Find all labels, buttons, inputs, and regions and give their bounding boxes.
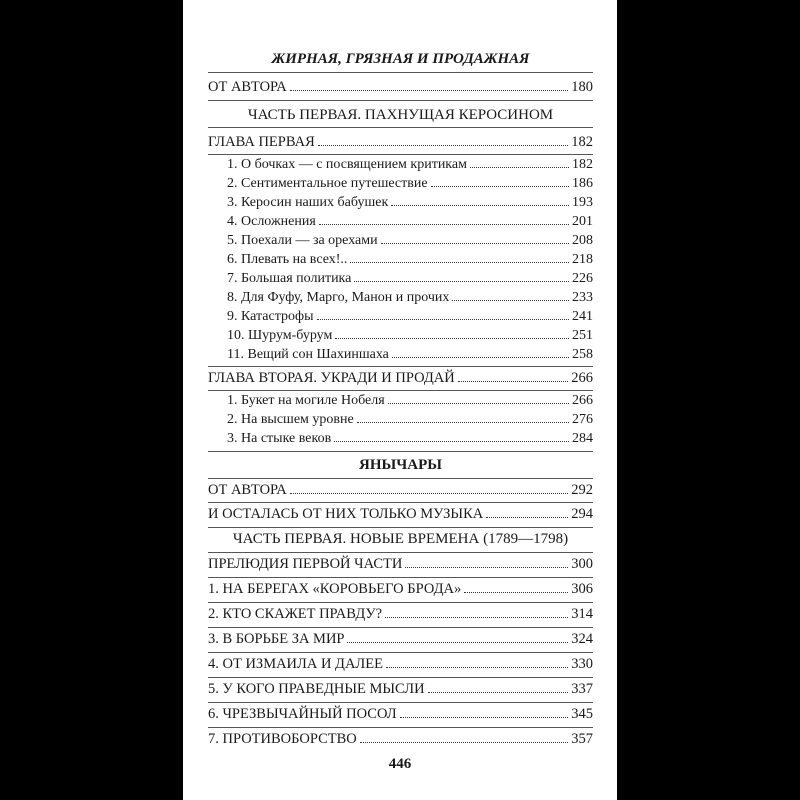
divider <box>208 72 593 73</box>
toc-item-page: 218 <box>572 252 593 267</box>
toc-item[interactable] <box>227 431 593 447</box>
part-heading-kerosene: ЧАСТЬ ПЕРВАЯ. ПАХНУЩАЯ КЕРОСИНОМ <box>247 107 554 123</box>
leader-dots <box>464 591 568 593</box>
toc-entry-label: ОТ АВТОРА <box>208 482 287 498</box>
toc-item-label: 8. Для Фуфу, Марго, Манон и прочих <box>227 290 450 305</box>
toc-entry-page: 330 <box>571 656 593 672</box>
toc-item-label: 11. Вещий сон Шахиншаха <box>227 347 389 362</box>
toc-entry-label: 7. ПРОТИВОБОРСТВО <box>208 731 357 747</box>
book-page <box>183 0 617 800</box>
toc-entry-page: 306 <box>571 581 593 597</box>
toc-entry[interactable] <box>208 706 593 723</box>
toc-entry-page: 300 <box>571 556 593 572</box>
toc-entry-page: 345 <box>571 706 593 722</box>
leader-dots <box>334 440 569 442</box>
leader-dots <box>428 691 569 693</box>
toc-chapter[interactable] <box>208 134 593 151</box>
divider <box>208 727 593 728</box>
toc-entry[interactable] <box>208 506 593 523</box>
toc-item-label: 6. Плевать на всех!.. <box>227 252 348 267</box>
divider <box>208 577 593 578</box>
leader-dots <box>392 356 569 358</box>
toc-item-label: 5. Поехали — за орехами <box>227 233 378 248</box>
toc-entry[interactable] <box>208 606 593 623</box>
divider <box>208 127 593 128</box>
toc-entry[interactable] <box>208 731 593 748</box>
leader-dots <box>452 299 569 301</box>
toc-entry-page: 337 <box>571 681 593 697</box>
leader-dots <box>290 492 569 494</box>
toc-entry-page: 357 <box>571 731 593 747</box>
toc-entry-label: 6. ЧРЕЗВЫЧАЙНЫЙ ПОСОЛ <box>208 706 397 722</box>
divider <box>208 154 593 155</box>
toc-chapter-label: ГЛАВА ПЕРВАЯ <box>208 134 315 150</box>
toc-item-label: 2. На высшем уровне <box>227 412 354 427</box>
leader-dots <box>335 337 569 339</box>
toc-chapter[interactable] <box>208 370 593 387</box>
toc-entry[interactable] <box>208 681 593 698</box>
page-number: 446 <box>388 756 412 772</box>
toc-item[interactable] <box>227 328 593 344</box>
toc-item[interactable] <box>227 176 593 192</box>
divider <box>208 602 593 603</box>
toc-item-page: 233 <box>572 290 593 305</box>
toc-item[interactable] <box>227 195 593 211</box>
leader-dots <box>400 716 569 718</box>
leader-dots <box>458 380 569 382</box>
divider <box>208 390 593 391</box>
toc-entry-label: 2. КТО СКАЖЕТ ПРАВДУ? <box>208 606 383 622</box>
toc-entry[interactable] <box>208 79 593 96</box>
leader-dots <box>381 242 569 244</box>
toc-item-page: 186 <box>572 176 593 191</box>
toc-item-page: 182 <box>572 157 593 172</box>
toc-item-page: 226 <box>572 271 593 286</box>
left-scan-border <box>0 0 183 800</box>
toc-item-label: 1. О бочках — с посвящением критикам <box>227 157 467 172</box>
toc-entry[interactable] <box>208 482 593 499</box>
toc-entry-label: 1. НА БЕРЕГАХ «КОРОВЬЕГО БРОДА» <box>208 581 462 597</box>
leader-dots <box>386 666 568 668</box>
toc-item-page: 276 <box>572 412 593 427</box>
leader-dots <box>360 741 568 743</box>
toc-entry-label: 5. У КОГО ПРАВЕДНЫЕ МЫСЛИ <box>208 681 425 697</box>
leader-dots <box>391 204 569 206</box>
toc-item-page: 201 <box>572 214 593 229</box>
leader-dots <box>347 641 568 643</box>
toc-item[interactable] <box>227 214 593 230</box>
divider <box>208 627 593 628</box>
toc-item[interactable] <box>227 157 593 173</box>
toc-item-page: 208 <box>572 233 593 248</box>
toc-chapter-page: 266 <box>571 370 593 386</box>
toc-item-label: 3. На стыке веков <box>227 431 332 446</box>
toc-entry-label: ПРЕЛЮДИЯ ПЕРВОЙ ЧАСТИ <box>208 556 403 572</box>
toc-item-page: 266 <box>572 393 593 408</box>
toc-item-label: 7. Большая политика <box>227 271 352 286</box>
toc-entry-label: ОТ АВТОРА <box>208 79 287 95</box>
divider <box>208 366 593 367</box>
divider <box>208 552 593 553</box>
leader-dots <box>486 516 568 518</box>
toc-entry[interactable] <box>208 631 593 648</box>
leader-dots <box>350 261 569 263</box>
leader-dots <box>290 89 569 91</box>
right-scan-border <box>617 0 800 800</box>
divider <box>208 502 593 503</box>
toc-entry-page: 314 <box>571 606 593 622</box>
section-heading-fat-dirty: ЖИРНАЯ, ГРЯЗНАЯ И ПРОДАЖНАЯ <box>271 51 530 67</box>
toc-item-label: 1. Букет на могиле Нобеля <box>227 393 385 408</box>
toc-item[interactable] <box>227 347 593 363</box>
leader-dots <box>318 144 569 146</box>
toc-item-label: 3. Керосин наших бабушек <box>227 195 389 210</box>
divider <box>208 451 593 452</box>
leader-dots <box>385 616 568 618</box>
toc-item[interactable] <box>227 252 593 268</box>
divider <box>208 100 593 101</box>
toc-entry-label: 4. ОТ ИЗМАИЛА И ДАЛЕЕ <box>208 656 383 672</box>
toc-entry-page: 294 <box>571 506 593 522</box>
divider <box>208 652 593 653</box>
toc-item[interactable] <box>227 309 593 325</box>
toc-entry[interactable] <box>208 656 593 673</box>
leader-dots <box>431 185 569 187</box>
leader-dots <box>388 402 569 404</box>
toc-item-label: 9. Катастрофы <box>227 309 314 324</box>
leader-dots <box>319 223 569 225</box>
toc-item-page: 258 <box>572 347 593 362</box>
toc-entry-page: 292 <box>571 482 593 498</box>
toc-item-label: 10. Шурум-бурум <box>227 328 333 343</box>
toc-item[interactable] <box>227 233 593 249</box>
toc-item-page: 251 <box>572 328 593 343</box>
divider <box>208 527 593 528</box>
divider <box>208 702 593 703</box>
toc-entry-page: 180 <box>571 79 593 95</box>
toc-item[interactable] <box>227 271 593 287</box>
leader-dots <box>470 166 569 168</box>
toc-item[interactable] <box>227 393 593 409</box>
toc-item-label: 4. Осложнения <box>227 214 316 229</box>
toc-item[interactable] <box>227 290 593 306</box>
toc-item[interactable] <box>227 412 593 428</box>
toc-entry-page: 324 <box>571 631 593 647</box>
toc-item-page: 284 <box>572 431 593 446</box>
divider <box>208 478 593 479</box>
toc-item-page: 193 <box>572 195 593 210</box>
toc-entry[interactable] <box>208 556 593 573</box>
leader-dots <box>405 566 568 568</box>
leader-dots <box>357 421 569 423</box>
divider <box>208 677 593 678</box>
leader-dots <box>354 280 569 282</box>
toc-entry-label: И ОСТАЛАСЬ ОТ НИХ ТОЛЬКО МУЗЫКА <box>208 506 484 522</box>
section-heading-janissaries: ЯНЫЧАРЫ <box>359 457 442 473</box>
toc-chapter-page: 182 <box>571 134 593 150</box>
part-heading-new-times: ЧАСТЬ ПЕРВАЯ. НОВЫЕ ВРЕМЕНА (1789—1798) <box>232 531 569 547</box>
toc-item-page: 241 <box>572 309 593 324</box>
toc-entry[interactable] <box>208 581 593 598</box>
leader-dots <box>317 318 570 320</box>
toc-item-label: 2. Сентиментальное путешествие <box>227 176 428 191</box>
toc-chapter-label: ГЛАВА ВТОРАЯ. УКРАДИ И ПРОДАЙ <box>208 370 455 386</box>
toc-entry-label: 3. В БОРЬБЕ ЗА МИР <box>208 631 345 647</box>
